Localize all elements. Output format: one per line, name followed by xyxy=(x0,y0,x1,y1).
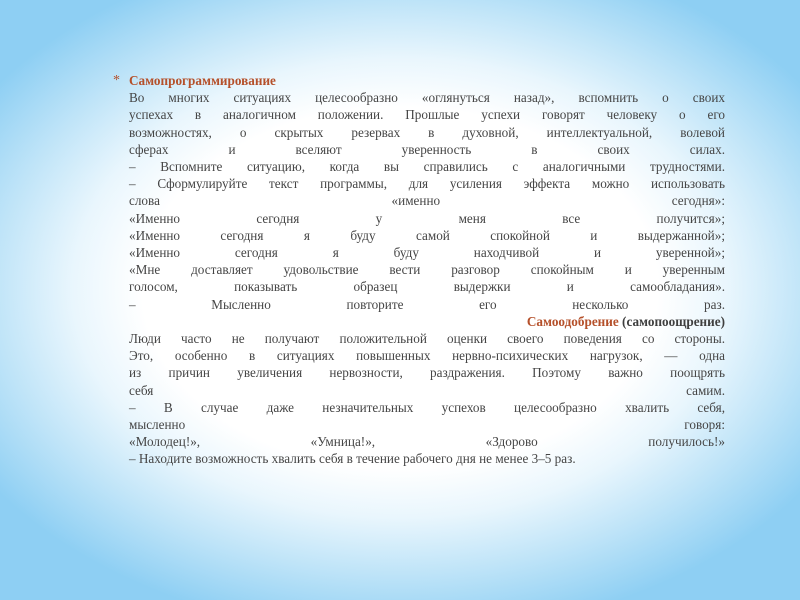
paragraph-line: возможностях, о скрытых резервах в духовной, интеллектуальной, волевой xyxy=(129,124,725,140)
paragraph-line: себя самим. xyxy=(129,382,725,398)
paragraph-line: успехах в аналогичном положении. Прошлые успехи говорят человеку о его xyxy=(129,107,725,123)
paragraph-line: – Мысленно повторите его несколько раз. xyxy=(129,296,725,312)
paragraph-line: Люди часто не получают положительной оценки своего поведения со стороны. xyxy=(129,331,725,347)
heading-self-approval-suffix: (самопоощрение) xyxy=(618,313,725,329)
paragraph-line: «Мне доставляет удовольствие вести разговор спокойным и уверенным xyxy=(129,262,725,278)
paragraph-line: из причин увеличения нервозности, раздражения. Поэтому важно поощрять xyxy=(129,365,725,381)
paragraph-line: – Вспомните ситуацию, когда вы справились с аналогичными трудностями. xyxy=(129,159,725,175)
paragraph-line: голосом, показывать образец выдержки и самообладания». xyxy=(129,279,725,295)
paragraph-line: сферах и вселяют уверенность в своих силах. xyxy=(129,141,725,157)
paragraph-line: слова «именно сегодня»: xyxy=(129,193,725,209)
heading-self-approval: Самоодобрение xyxy=(526,313,619,329)
paragraph-line: «Именно сегодня у меня все получится»; xyxy=(129,210,725,226)
section-heading-self-programming xyxy=(129,72,725,89)
slide-text-body xyxy=(129,72,725,468)
bullet-marker: * xyxy=(113,73,120,88)
section-heading-self-approval xyxy=(129,313,725,330)
paragraph-line: «Именно сегодня я буду находчивой и уверенной»; xyxy=(129,245,725,261)
paragraph-line: – В случае даже незначительных успехов целесообразно хвалить себя, xyxy=(129,399,725,415)
paragraph-line: мысленно говоря: xyxy=(129,417,725,433)
paragraph-line: Во многих ситуациях целесообразно «оглянуться назад», вспомнить о своих xyxy=(129,90,725,106)
paragraph-line: Это, особенно в ситуациях повышенных нервно-психических нагрузок, — одна xyxy=(129,348,725,364)
paragraph-line: – Находите возможность хвалить себя в течение рабочего дня не менее 3–5 раз. xyxy=(129,451,576,467)
heading-self-programming: Самопрограммирование xyxy=(129,73,276,88)
paragraph-line: – Сформулируйте текст программы, для усиления эффекта можно использовать xyxy=(129,176,725,192)
paragraph-line: «Именно сегодня я буду самой спокойной и выдержанной»; xyxy=(129,227,725,243)
paragraph-line: «Молодец!», «Умница!», «Здорово получилось!» xyxy=(129,434,725,450)
